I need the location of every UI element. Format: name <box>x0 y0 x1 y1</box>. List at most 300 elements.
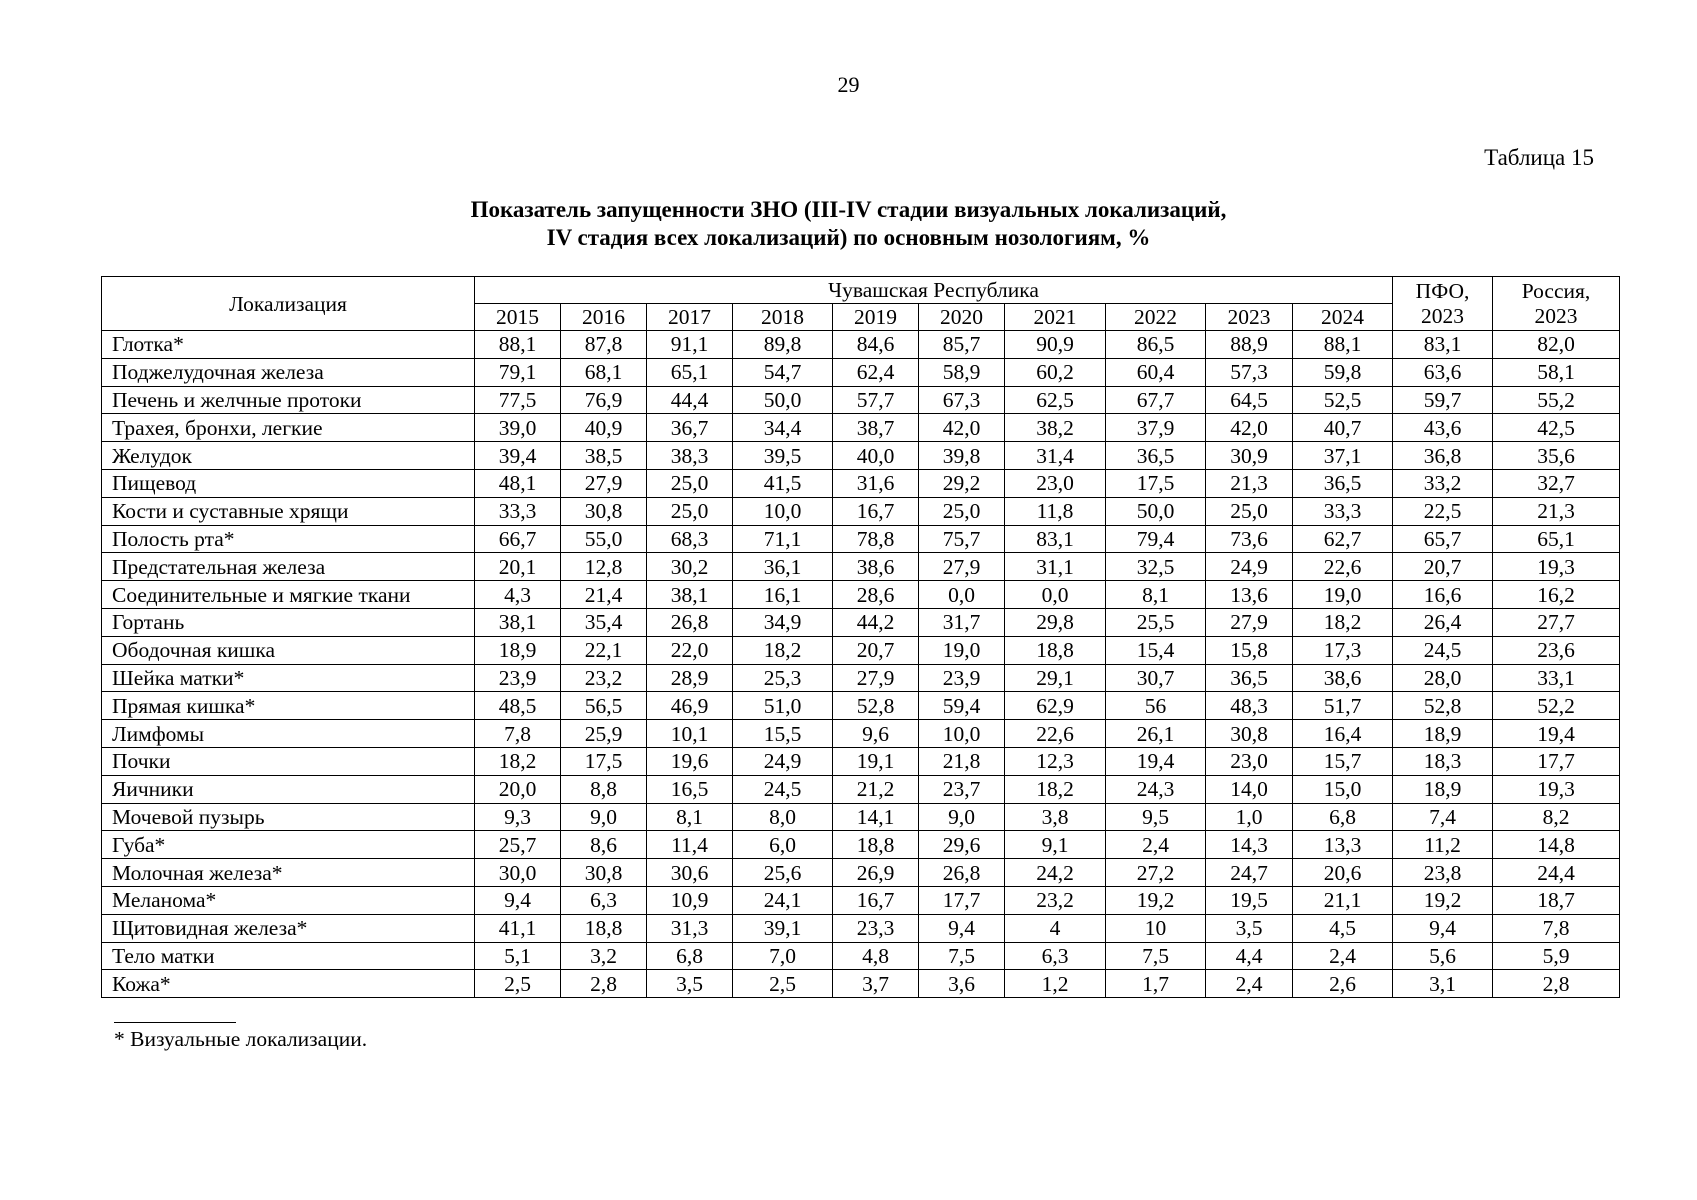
value-cell: 19,3 <box>1493 553 1620 581</box>
value-cell: 2,5 <box>733 970 833 998</box>
value-cell: 23,8 <box>1393 859 1493 887</box>
table-row <box>102 414 1620 442</box>
value-cell: 33,1 <box>1493 664 1620 692</box>
localization-cell: Щитовидная железа* <box>102 914 475 942</box>
value-cell: 18,7 <box>1493 886 1620 914</box>
value-cell: 87,8 <box>561 331 647 359</box>
table-title-line-2: IV стадия всех локализаций) по основным нозологиям, % <box>546 225 1151 250</box>
value-cell: 48,3 <box>1206 692 1293 720</box>
value-cell: 18,3 <box>1393 747 1493 775</box>
value-cell: 15,5 <box>733 720 833 748</box>
localization-cell: Пищевод <box>102 469 475 497</box>
value-cell: 65,1 <box>647 358 733 386</box>
value-cell: 4 <box>1005 914 1106 942</box>
value-cell: 21,3 <box>1493 497 1620 525</box>
table-row <box>102 970 1620 998</box>
value-cell: 22,6 <box>1005 720 1106 748</box>
value-cell: 14,0 <box>1206 775 1293 803</box>
value-cell: 31,3 <box>647 914 733 942</box>
value-cell: 6,8 <box>647 942 733 970</box>
value-cell: 29,8 <box>1005 608 1106 636</box>
value-cell: 30,8 <box>561 859 647 887</box>
localization-cell: Трахея, бронхи, легкие <box>102 414 475 442</box>
value-cell: 26,9 <box>833 859 919 887</box>
value-cell: 65,1 <box>1493 525 1620 553</box>
header-region: Чувашская Республика <box>475 277 1393 304</box>
table-row <box>102 608 1620 636</box>
value-cell: 79,1 <box>475 358 561 386</box>
value-cell: 36,1 <box>733 553 833 581</box>
table-row <box>102 497 1620 525</box>
value-cell: 23,0 <box>1206 747 1293 775</box>
value-cell: 20,0 <box>475 775 561 803</box>
value-cell: 23,0 <box>1005 469 1106 497</box>
localization-cell: Яичники <box>102 775 475 803</box>
header-year: 2019 <box>833 304 919 331</box>
value-cell: 11,8 <box>1005 497 1106 525</box>
value-cell: 27,9 <box>561 469 647 497</box>
value-cell: 7,4 <box>1393 803 1493 831</box>
localization-cell: Печень и желчные протоки <box>102 386 475 414</box>
table-row <box>102 775 1620 803</box>
value-cell: 38,5 <box>561 442 647 470</box>
value-cell: 24,5 <box>733 775 833 803</box>
value-cell: 88,9 <box>1206 331 1293 359</box>
header-year: 2022 <box>1106 304 1206 331</box>
table-row <box>102 525 1620 553</box>
table-row <box>102 914 1620 942</box>
value-cell: 63,6 <box>1393 358 1493 386</box>
table-title-line-1: Показатель запущенности ЗНО (III-IV стадии визуальных локализаций, <box>470 197 1227 222</box>
value-cell: 71,1 <box>733 525 833 553</box>
value-cell: 14,3 <box>1206 831 1293 859</box>
value-cell: 34,4 <box>733 414 833 442</box>
value-cell: 25,0 <box>919 497 1005 525</box>
value-cell: 3,2 <box>561 942 647 970</box>
value-cell: 17,3 <box>1293 636 1393 664</box>
value-cell: 68,3 <box>647 525 733 553</box>
value-cell: 23,6 <box>1493 636 1620 664</box>
header-year: 2018 <box>733 304 833 331</box>
header-year: 2015 <box>475 304 561 331</box>
value-cell: 36,5 <box>1206 664 1293 692</box>
footnote-divider <box>114 1022 236 1023</box>
value-cell: 28,9 <box>647 664 733 692</box>
header-year: 2016 <box>561 304 647 331</box>
value-cell: 40,7 <box>1293 414 1393 442</box>
localization-cell: Желудок <box>102 442 475 470</box>
value-cell: 37,1 <box>1293 442 1393 470</box>
value-cell: 25,7 <box>475 831 561 859</box>
value-cell: 3,6 <box>919 970 1005 998</box>
localization-cell: Почки <box>102 747 475 775</box>
value-cell: 44,4 <box>647 386 733 414</box>
value-cell: 5,9 <box>1493 942 1620 970</box>
value-cell: 17,5 <box>561 747 647 775</box>
value-cell: 65,7 <box>1393 525 1493 553</box>
value-cell: 23,9 <box>475 664 561 692</box>
table-row <box>102 720 1620 748</box>
table-row <box>102 553 1620 581</box>
table-row <box>102 942 1620 970</box>
value-cell: 21,1 <box>1293 886 1393 914</box>
table-row <box>102 581 1620 609</box>
header-localization: Локализация <box>102 277 475 331</box>
value-cell: 2,5 <box>475 970 561 998</box>
value-cell: 55,2 <box>1493 386 1620 414</box>
localization-cell: Глотка* <box>102 331 475 359</box>
value-cell: 36,8 <box>1393 442 1493 470</box>
value-cell: 28,0 <box>1393 664 1493 692</box>
value-cell: 31,4 <box>1005 442 1106 470</box>
localization-cell: Кожа* <box>102 970 475 998</box>
value-cell: 22,6 <box>1293 553 1393 581</box>
value-cell: 41,5 <box>733 469 833 497</box>
value-cell: 18,9 <box>1393 720 1493 748</box>
value-cell: 12,8 <box>561 553 647 581</box>
value-cell: 83,1 <box>1005 525 1106 553</box>
value-cell: 6,3 <box>561 886 647 914</box>
table-row <box>102 442 1620 470</box>
value-cell: 2,4 <box>1293 942 1393 970</box>
table-row <box>102 358 1620 386</box>
value-cell: 59,8 <box>1293 358 1393 386</box>
value-cell: 62,9 <box>1005 692 1106 720</box>
table-row <box>102 803 1620 831</box>
value-cell: 31,6 <box>833 469 919 497</box>
header-russia-year: 2023 <box>1534 303 1578 328</box>
value-cell: 25,3 <box>733 664 833 692</box>
value-cell: 8,0 <box>733 803 833 831</box>
value-cell: 77,5 <box>475 386 561 414</box>
value-cell: 60,4 <box>1106 358 1206 386</box>
value-cell: 15,7 <box>1293 747 1393 775</box>
value-cell: 7,8 <box>475 720 561 748</box>
value-cell: 33,3 <box>1293 497 1393 525</box>
value-cell: 23,3 <box>833 914 919 942</box>
header-year: 2021 <box>1005 304 1106 331</box>
value-cell: 16,4 <box>1293 720 1393 748</box>
value-cell: 19,6 <box>647 747 733 775</box>
value-cell: 4,4 <box>1206 942 1293 970</box>
localization-cell: Прямая кишка* <box>102 692 475 720</box>
value-cell: 27,9 <box>833 664 919 692</box>
value-cell: 36,5 <box>1293 469 1393 497</box>
value-cell: 75,7 <box>919 525 1005 553</box>
value-cell: 15,0 <box>1293 775 1393 803</box>
value-cell: 42,0 <box>919 414 1005 442</box>
value-cell: 43,6 <box>1393 414 1493 442</box>
localization-cell: Меланома* <box>102 886 475 914</box>
value-cell: 25,9 <box>561 720 647 748</box>
localization-cell: Лимфомы <box>102 720 475 748</box>
value-cell: 24,1 <box>733 886 833 914</box>
value-cell: 56,5 <box>561 692 647 720</box>
data-table <box>101 276 1620 998</box>
value-cell: 8,1 <box>1106 581 1206 609</box>
value-cell: 3,5 <box>1206 914 1293 942</box>
value-cell: 36,7 <box>647 414 733 442</box>
value-cell: 16,5 <box>647 775 733 803</box>
value-cell: 67,3 <box>919 386 1005 414</box>
value-cell: 41,1 <box>475 914 561 942</box>
value-cell: 26,4 <box>1393 608 1493 636</box>
value-cell: 30,9 <box>1206 442 1293 470</box>
value-cell: 17,5 <box>1106 469 1206 497</box>
value-cell: 19,1 <box>833 747 919 775</box>
value-cell: 19,2 <box>1106 886 1206 914</box>
value-cell: 50,0 <box>733 386 833 414</box>
value-cell: 19,4 <box>1106 747 1206 775</box>
localization-cell: Предстательная железа <box>102 553 475 581</box>
value-cell: 0,0 <box>919 581 1005 609</box>
value-cell: 9,6 <box>833 720 919 748</box>
value-cell: 42,5 <box>1493 414 1620 442</box>
header-row-1 <box>102 277 1620 304</box>
value-cell: 36,5 <box>1106 442 1206 470</box>
localization-cell: Поджелудочная железа <box>102 358 475 386</box>
value-cell: 3,1 <box>1393 970 1493 998</box>
value-cell: 26,8 <box>919 859 1005 887</box>
value-cell: 24,9 <box>1206 553 1293 581</box>
value-cell: 6,3 <box>1005 942 1106 970</box>
value-cell: 5,1 <box>475 942 561 970</box>
value-cell: 39,1 <box>733 914 833 942</box>
value-cell: 38,1 <box>475 608 561 636</box>
localization-cell: Полость рта* <box>102 525 475 553</box>
value-cell: 27,9 <box>919 553 1005 581</box>
table-row <box>102 331 1620 359</box>
value-cell: 42,0 <box>1206 414 1293 442</box>
table-body <box>102 331 1620 998</box>
value-cell: 24,5 <box>1393 636 1493 664</box>
value-cell: 27,7 <box>1493 608 1620 636</box>
value-cell: 10,9 <box>647 886 733 914</box>
value-cell: 76,9 <box>561 386 647 414</box>
value-cell: 32,7 <box>1493 469 1620 497</box>
value-cell: 18,2 <box>475 747 561 775</box>
value-cell: 14,8 <box>1493 831 1620 859</box>
value-cell: 16,6 <box>1393 581 1493 609</box>
value-cell: 55,0 <box>561 525 647 553</box>
value-cell: 19,4 <box>1493 720 1620 748</box>
value-cell: 62,5 <box>1005 386 1106 414</box>
value-cell: 51,7 <box>1293 692 1393 720</box>
value-cell: 18,8 <box>1005 636 1106 664</box>
value-cell: 14,1 <box>833 803 919 831</box>
value-cell: 9,0 <box>561 803 647 831</box>
footnote: * Визуальные локализации. <box>114 1027 368 1051</box>
value-cell: 9,5 <box>1106 803 1206 831</box>
value-cell: 66,7 <box>475 525 561 553</box>
value-cell: 84,6 <box>833 331 919 359</box>
value-cell: 16,7 <box>833 886 919 914</box>
value-cell: 19,0 <box>919 636 1005 664</box>
value-cell: 0,0 <box>1005 581 1106 609</box>
value-cell: 18,9 <box>475 636 561 664</box>
value-cell: 23,9 <box>919 664 1005 692</box>
value-cell: 51,0 <box>733 692 833 720</box>
value-cell: 30,8 <box>1206 720 1293 748</box>
localization-cell: Шейка матки* <box>102 664 475 692</box>
value-cell: 16,7 <box>833 497 919 525</box>
value-cell: 7,5 <box>919 942 1005 970</box>
value-cell: 38,1 <box>647 581 733 609</box>
value-cell: 86,5 <box>1106 331 1206 359</box>
value-cell: 91,1 <box>647 331 733 359</box>
value-cell: 7,5 <box>1106 942 1206 970</box>
localization-cell: Кости и суставные хрящи <box>102 497 475 525</box>
value-cell: 15,8 <box>1206 636 1293 664</box>
value-cell: 58,1 <box>1493 358 1620 386</box>
value-cell: 85,7 <box>919 331 1005 359</box>
header-pfo-year: 2023 <box>1421 303 1465 328</box>
value-cell: 25,0 <box>647 469 733 497</box>
value-cell: 19,2 <box>1393 886 1493 914</box>
value-cell: 2,4 <box>1206 970 1293 998</box>
value-cell: 35,4 <box>561 608 647 636</box>
value-cell: 83,1 <box>1393 331 1493 359</box>
value-cell: 29,2 <box>919 469 1005 497</box>
value-cell: 13,3 <box>1293 831 1393 859</box>
value-cell: 2,8 <box>561 970 647 998</box>
value-cell: 1,0 <box>1206 803 1293 831</box>
value-cell: 25,0 <box>647 497 733 525</box>
header-year: 2017 <box>647 304 733 331</box>
value-cell: 35,6 <box>1493 442 1620 470</box>
value-cell: 39,4 <box>475 442 561 470</box>
value-cell: 31,7 <box>919 608 1005 636</box>
table-header <box>102 277 1620 331</box>
value-cell: 38,3 <box>647 442 733 470</box>
table-row <box>102 886 1620 914</box>
value-cell: 25,5 <box>1106 608 1206 636</box>
value-cell: 27,2 <box>1106 859 1206 887</box>
value-cell: 13,6 <box>1206 581 1293 609</box>
table-row <box>102 692 1620 720</box>
value-cell: 25,6 <box>733 859 833 887</box>
value-cell: 2,8 <box>1493 970 1620 998</box>
value-cell: 73,6 <box>1206 525 1293 553</box>
value-cell: 21,8 <box>919 747 1005 775</box>
value-cell: 3,7 <box>833 970 919 998</box>
value-cell: 3,8 <box>1005 803 1106 831</box>
table-label: Таблица 15 <box>1484 145 1594 170</box>
value-cell: 46,9 <box>647 692 733 720</box>
value-cell: 4,8 <box>833 942 919 970</box>
value-cell: 90,9 <box>1005 331 1106 359</box>
value-cell: 54,7 <box>733 358 833 386</box>
value-cell: 21,4 <box>561 581 647 609</box>
value-cell: 9,4 <box>919 914 1005 942</box>
value-cell: 44,2 <box>833 608 919 636</box>
value-cell: 1,2 <box>1005 970 1106 998</box>
value-cell: 52,8 <box>833 692 919 720</box>
value-cell: 9,0 <box>919 803 1005 831</box>
value-cell: 60,2 <box>1005 358 1106 386</box>
value-cell: 21,2 <box>833 775 919 803</box>
header-year: 2024 <box>1293 304 1393 331</box>
value-cell: 11,4 <box>647 831 733 859</box>
value-cell: 10,0 <box>919 720 1005 748</box>
value-cell: 18,2 <box>1005 775 1106 803</box>
value-cell: 88,1 <box>475 331 561 359</box>
value-cell: 8,6 <box>561 831 647 859</box>
value-cell: 11,2 <box>1393 831 1493 859</box>
value-cell: 21,3 <box>1206 469 1293 497</box>
header-russia <box>1493 277 1620 331</box>
value-cell: 22,5 <box>1393 497 1493 525</box>
localization-cell: Тело матки <box>102 942 475 970</box>
localization-cell: Губа* <box>102 831 475 859</box>
value-cell: 10,0 <box>733 497 833 525</box>
value-cell: 24,2 <box>1005 859 1106 887</box>
value-cell: 23,2 <box>1005 886 1106 914</box>
header-year: 2023 <box>1206 304 1293 331</box>
value-cell: 10,1 <box>647 720 733 748</box>
value-cell: 18,8 <box>561 914 647 942</box>
value-cell: 26,8 <box>647 608 733 636</box>
value-cell: 24,7 <box>1206 859 1293 887</box>
value-cell: 16,1 <box>733 581 833 609</box>
value-cell: 30,2 <box>647 553 733 581</box>
table-row <box>102 859 1620 887</box>
value-cell: 17,7 <box>1493 747 1620 775</box>
value-cell: 50,0 <box>1106 497 1206 525</box>
value-cell: 30,0 <box>475 859 561 887</box>
localization-cell: Гортань <box>102 608 475 636</box>
value-cell: 23,2 <box>561 664 647 692</box>
value-cell: 64,5 <box>1206 386 1293 414</box>
value-cell: 48,1 <box>475 469 561 497</box>
value-cell: 24,3 <box>1106 775 1206 803</box>
value-cell: 7,0 <box>733 942 833 970</box>
value-cell: 17,7 <box>919 886 1005 914</box>
value-cell: 28,6 <box>833 581 919 609</box>
value-cell: 40,9 <box>561 414 647 442</box>
table-row <box>102 469 1620 497</box>
value-cell: 22,0 <box>647 636 733 664</box>
value-cell: 52,8 <box>1393 692 1493 720</box>
value-cell: 30,6 <box>647 859 733 887</box>
value-cell: 27,9 <box>1206 608 1293 636</box>
value-cell: 4,3 <box>475 581 561 609</box>
value-cell: 31,1 <box>1005 553 1106 581</box>
value-cell: 22,1 <box>561 636 647 664</box>
value-cell: 56 <box>1106 692 1206 720</box>
value-cell: 18,2 <box>1293 608 1393 636</box>
value-cell: 16,2 <box>1493 581 1620 609</box>
value-cell: 29,1 <box>1005 664 1106 692</box>
value-cell: 78,8 <box>833 525 919 553</box>
value-cell: 3,5 <box>647 970 733 998</box>
value-cell: 9,1 <box>1005 831 1106 859</box>
value-cell: 18,9 <box>1393 775 1493 803</box>
value-cell: 34,9 <box>733 608 833 636</box>
value-cell: 19,5 <box>1206 886 1293 914</box>
value-cell: 15,4 <box>1106 636 1206 664</box>
value-cell: 67,7 <box>1106 386 1206 414</box>
value-cell: 25,0 <box>1206 497 1293 525</box>
value-cell: 39,8 <box>919 442 1005 470</box>
table-row <box>102 636 1620 664</box>
value-cell: 62,7 <box>1293 525 1393 553</box>
value-cell: 38,6 <box>833 553 919 581</box>
value-cell: 19,3 <box>1493 775 1620 803</box>
value-cell: 89,8 <box>733 331 833 359</box>
value-cell: 18,2 <box>733 636 833 664</box>
value-cell: 30,8 <box>561 497 647 525</box>
